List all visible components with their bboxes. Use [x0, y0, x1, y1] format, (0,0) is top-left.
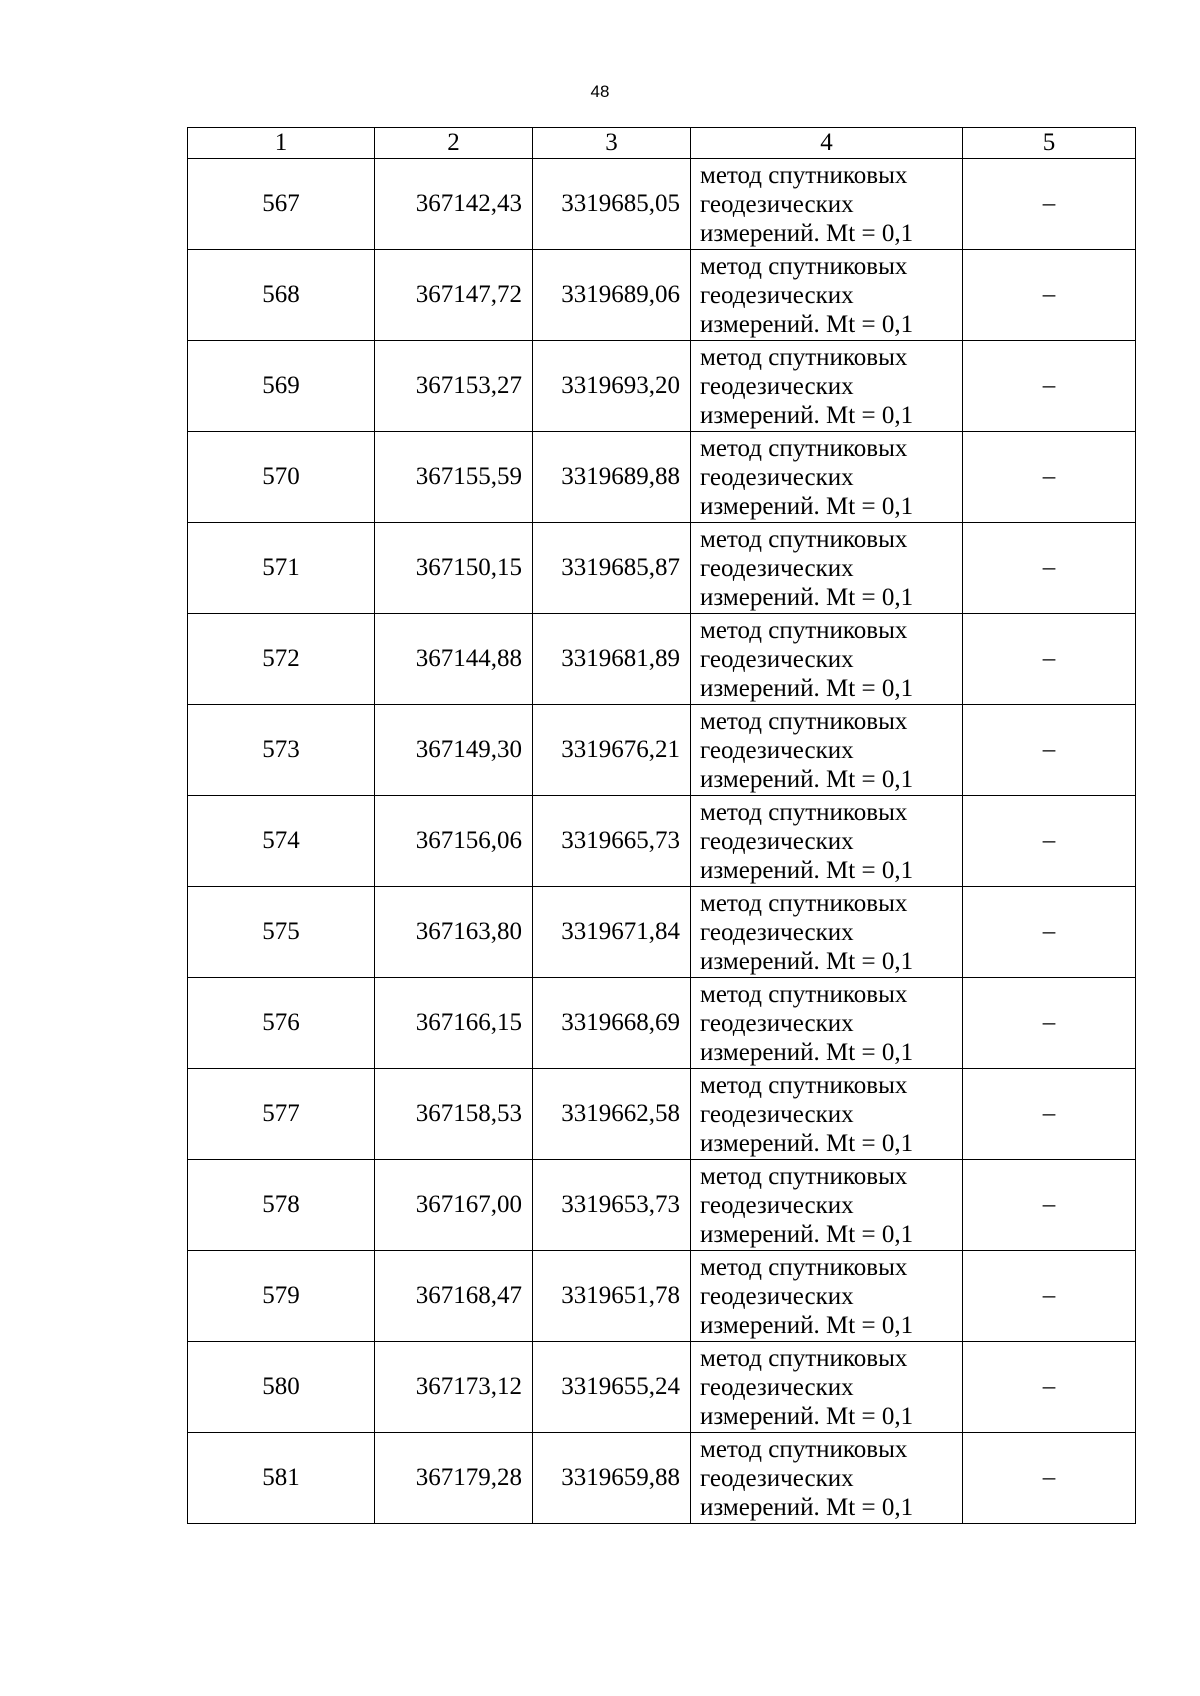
method-cell [691, 1342, 963, 1433]
point-number-cell: 576 [188, 978, 375, 1069]
table-header-row [188, 128, 1136, 159]
method-line: метод спутниковых [700, 1162, 908, 1190]
note-cell: – [963, 887, 1136, 978]
x-coordinate-cell: 367156,06 [375, 796, 533, 887]
method-line: измерений. Mt = 0,1 [700, 1038, 914, 1066]
x-coordinate-cell: 367147,72 [375, 250, 533, 341]
x-coordinate-cell: 367142,43 [375, 159, 533, 250]
method-cell [691, 978, 963, 1069]
point-number-cell: 568 [188, 250, 375, 341]
method-cell [691, 432, 963, 523]
method-line: измерений. Mt = 0,1 [700, 1402, 914, 1430]
x-coordinate-cell: 367149,30 [375, 705, 533, 796]
method-line: измерений. Mt = 0,1 [700, 947, 914, 975]
point-number-cell: 570 [188, 432, 375, 523]
y-coordinate-cell: 3319689,06 [533, 250, 691, 341]
y-coordinate-cell: 3319693,20 [533, 341, 691, 432]
note-cell: – [963, 159, 1136, 250]
y-coordinate-cell: 3319655,24 [533, 1342, 691, 1433]
method-line: метод спутниковых [700, 525, 908, 553]
method-line: геодезических [700, 1100, 854, 1128]
method-line: метод спутниковых [700, 616, 908, 644]
x-coordinate-cell: 367150,15 [375, 523, 533, 614]
table-row [188, 159, 1136, 250]
method-line: метод спутниковых [700, 889, 908, 917]
x-coordinate-cell: 367168,47 [375, 1251, 533, 1342]
y-coordinate-cell: 3319689,88 [533, 432, 691, 523]
method-line: метод спутниковых [700, 343, 908, 371]
method-line: измерений. Mt = 0,1 [700, 765, 914, 793]
point-number-cell: 580 [188, 1342, 375, 1433]
method-line: метод спутниковых [700, 707, 908, 735]
method-line: геодезических [700, 827, 854, 855]
method-cell [691, 523, 963, 614]
header-col-5: 5 [963, 128, 1136, 159]
method-line: геодезических [700, 1464, 854, 1492]
point-number-cell: 579 [188, 1251, 375, 1342]
x-coordinate-cell: 367155,59 [375, 432, 533, 523]
method-line: геодезических [700, 554, 854, 582]
y-coordinate-cell: 3319681,89 [533, 614, 691, 705]
method-line: измерений. Mt = 0,1 [700, 583, 914, 611]
method-cell [691, 887, 963, 978]
y-coordinate-cell: 3319659,88 [533, 1433, 691, 1524]
y-coordinate-cell: 3319662,58 [533, 1069, 691, 1160]
method-line: геодезических [700, 190, 854, 218]
point-number-cell: 575 [188, 887, 375, 978]
method-line: геодезических [700, 918, 854, 946]
note-cell: – [963, 1342, 1136, 1433]
table-row [188, 432, 1136, 523]
method-line: метод спутниковых [700, 1344, 908, 1372]
method-line: метод спутниковых [700, 1071, 908, 1099]
point-number-cell: 567 [188, 159, 375, 250]
header-col-4: 4 [691, 128, 963, 159]
note-cell: – [963, 978, 1136, 1069]
method-cell [691, 1069, 963, 1160]
table-row [188, 1433, 1136, 1524]
x-coordinate-cell: 367163,80 [375, 887, 533, 978]
table-row [188, 1160, 1136, 1251]
y-coordinate-cell: 3319653,73 [533, 1160, 691, 1251]
x-coordinate-cell: 367153,27 [375, 341, 533, 432]
point-number-cell: 571 [188, 523, 375, 614]
point-number-cell: 577 [188, 1069, 375, 1160]
x-coordinate-cell: 367173,12 [375, 1342, 533, 1433]
method-line: измерений. Mt = 0,1 [700, 1129, 914, 1157]
point-number-cell: 569 [188, 341, 375, 432]
method-line: геодезических [700, 463, 854, 491]
note-cell: – [963, 250, 1136, 341]
method-line: метод спутниковых [700, 980, 908, 1008]
method-line: метод спутниковых [700, 252, 908, 280]
note-cell: – [963, 705, 1136, 796]
method-line: геодезических [700, 1191, 854, 1219]
header-col-3: 3 [533, 128, 691, 159]
table-row [188, 341, 1136, 432]
point-number-cell: 574 [188, 796, 375, 887]
method-line: геодезических [700, 281, 854, 309]
method-line: измерений. Mt = 0,1 [700, 401, 914, 429]
method-line: геодезических [700, 1373, 854, 1401]
table-row [188, 887, 1136, 978]
x-coordinate-cell: 367144,88 [375, 614, 533, 705]
note-cell: – [963, 1160, 1136, 1251]
table-row [188, 796, 1136, 887]
y-coordinate-cell: 3319676,21 [533, 705, 691, 796]
y-coordinate-cell: 3319665,73 [533, 796, 691, 887]
method-line: геодезических [700, 372, 854, 400]
note-cell: – [963, 341, 1136, 432]
method-cell [691, 796, 963, 887]
note-cell: – [963, 796, 1136, 887]
header-col-2: 2 [375, 128, 533, 159]
page-number: 48 [590, 82, 610, 101]
y-coordinate-cell: 3319668,69 [533, 978, 691, 1069]
note-cell: – [963, 1433, 1136, 1524]
x-coordinate-cell: 367166,15 [375, 978, 533, 1069]
x-coordinate-cell: 367158,53 [375, 1069, 533, 1160]
method-line: измерений. Mt = 0,1 [700, 1311, 914, 1339]
table-row [188, 1251, 1136, 1342]
method-line: метод спутниковых [700, 798, 908, 826]
table-row [188, 978, 1136, 1069]
method-line: геодезических [700, 1282, 854, 1310]
x-coordinate-cell: 367167,00 [375, 1160, 533, 1251]
table-row [188, 250, 1136, 341]
point-number-cell: 581 [188, 1433, 375, 1524]
point-number-cell: 573 [188, 705, 375, 796]
method-cell [691, 250, 963, 341]
method-cell [691, 1433, 963, 1524]
note-cell: – [963, 432, 1136, 523]
method-line: измерений. Mt = 0,1 [700, 674, 914, 702]
method-line: метод спутниковых [700, 1435, 908, 1463]
method-cell [691, 705, 963, 796]
method-cell [691, 1160, 963, 1251]
method-line: геодезических [700, 645, 854, 673]
method-line: метод спутниковых [700, 161, 908, 189]
method-line: измерений. Mt = 0,1 [700, 310, 914, 338]
method-line: геодезических [700, 736, 854, 764]
coordinates-table [187, 127, 1136, 1524]
y-coordinate-cell: 3319685,87 [533, 523, 691, 614]
note-cell: – [963, 523, 1136, 614]
method-line: геодезических [700, 1009, 854, 1037]
table-row [188, 523, 1136, 614]
y-coordinate-cell: 3319651,78 [533, 1251, 691, 1342]
table-row [188, 1342, 1136, 1433]
note-cell: – [963, 1251, 1136, 1342]
method-cell [691, 614, 963, 705]
method-line: измерений. Mt = 0,1 [700, 1220, 914, 1248]
note-cell: – [963, 1069, 1136, 1160]
method-line: измерений. Mt = 0,1 [700, 1493, 914, 1521]
method-line: метод спутниковых [700, 1253, 908, 1281]
method-cell [691, 341, 963, 432]
header-col-1: 1 [188, 128, 375, 159]
point-number-cell: 578 [188, 1160, 375, 1251]
y-coordinate-cell: 3319671,84 [533, 887, 691, 978]
table-row [188, 705, 1136, 796]
x-coordinate-cell: 367179,28 [375, 1433, 533, 1524]
point-number-cell: 572 [188, 614, 375, 705]
method-cell [691, 159, 963, 250]
method-line: измерений. Mt = 0,1 [700, 219, 914, 247]
method-line: измерений. Mt = 0,1 [700, 856, 914, 884]
method-line: метод спутниковых [700, 434, 908, 462]
method-cell [691, 1251, 963, 1342]
table-row [188, 614, 1136, 705]
table-body [188, 159, 1136, 1524]
note-cell: – [963, 614, 1136, 705]
table-row [188, 1069, 1136, 1160]
method-line: измерений. Mt = 0,1 [700, 492, 914, 520]
y-coordinate-cell: 3319685,05 [533, 159, 691, 250]
